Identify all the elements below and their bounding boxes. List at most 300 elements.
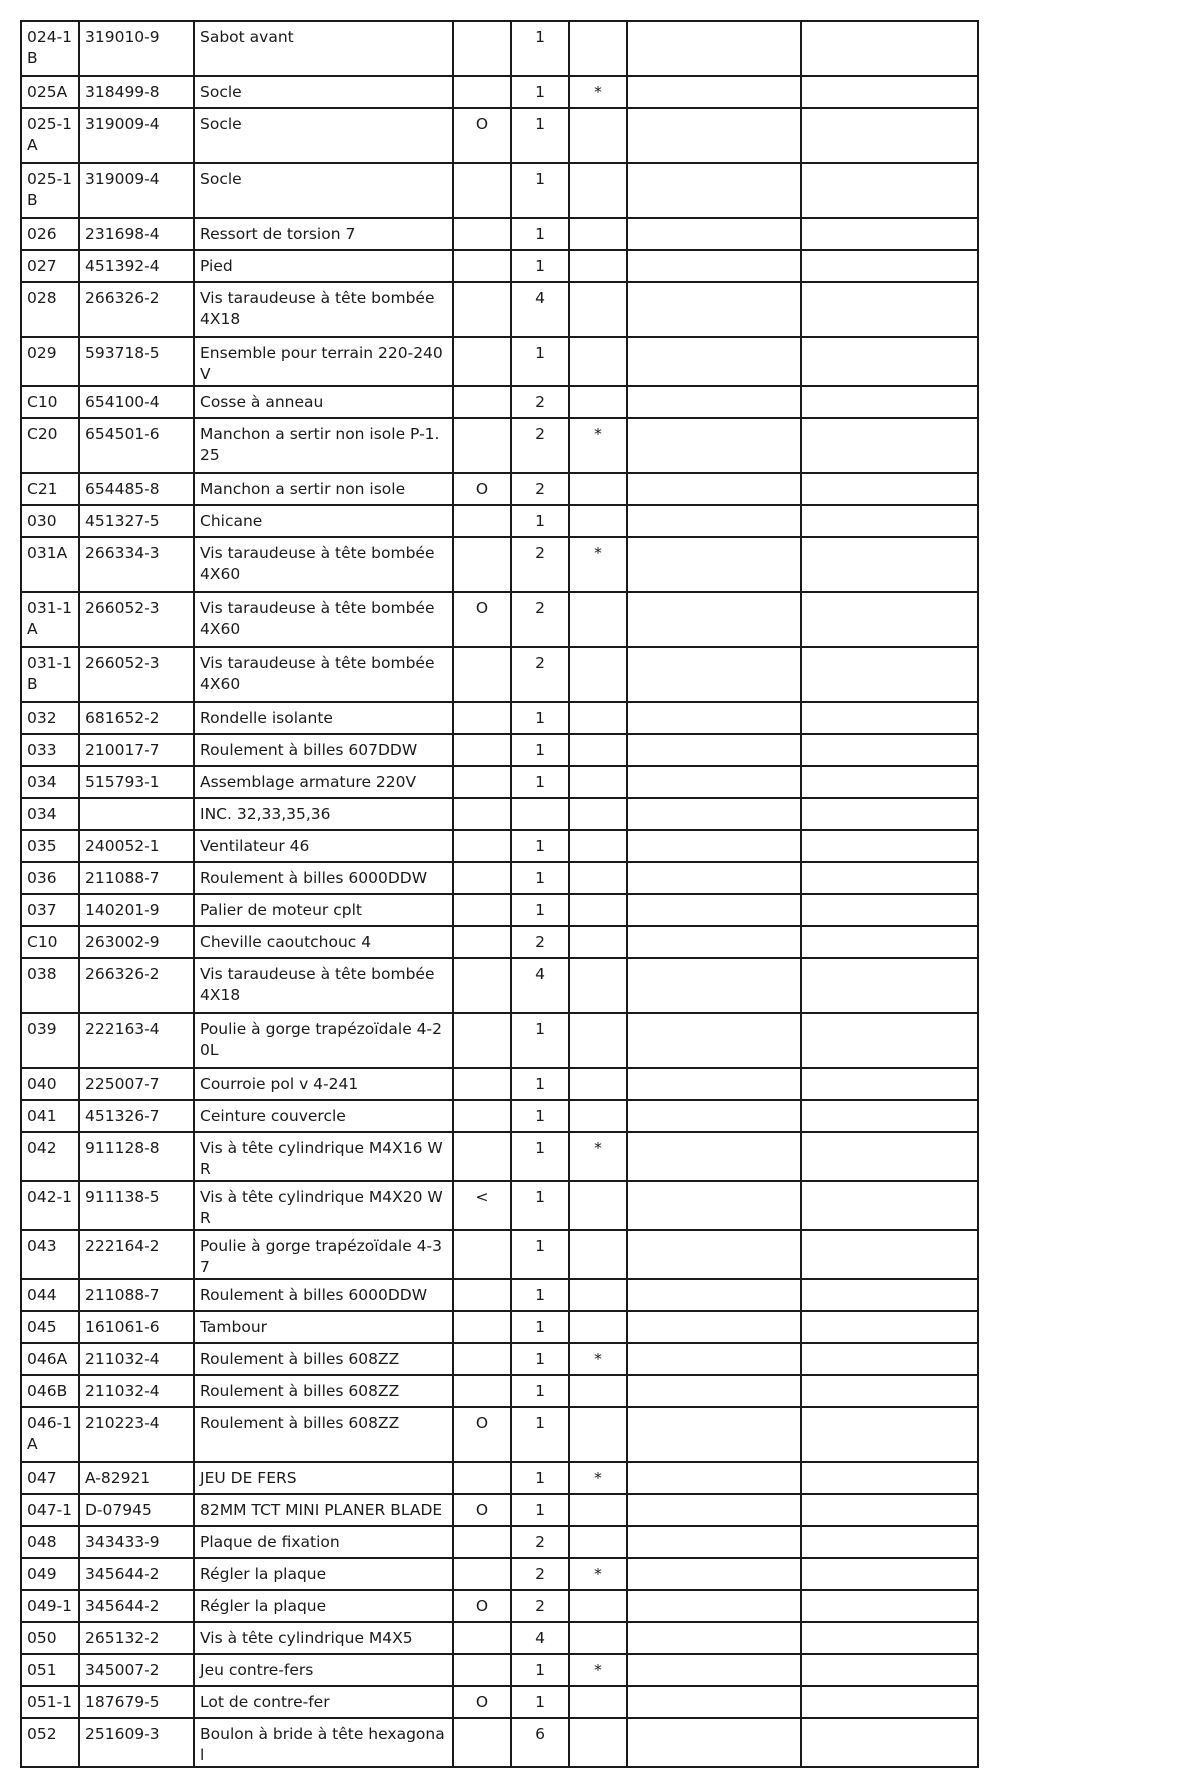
item-number-cell: 039 — [21, 1013, 79, 1068]
item-number-cell: 031A — [21, 537, 79, 592]
empty-cell — [627, 108, 801, 163]
table-row — [21, 1013, 978, 1068]
table-row — [21, 386, 978, 418]
description-cell: Roulement à billes 607DDW — [194, 734, 453, 766]
item-number-cell: 026 — [21, 218, 79, 250]
note-cell — [569, 1279, 627, 1311]
empty-cell — [627, 1526, 801, 1558]
marker-cell — [453, 830, 511, 862]
description-cell: Manchon a sertir non isole P-1.25 — [194, 418, 453, 473]
part-number-cell: 211088-7 — [79, 1279, 194, 1311]
note-cell: * — [569, 1462, 627, 1494]
description-cell: Sabot avant — [194, 21, 453, 76]
empty-cell — [801, 1230, 978, 1279]
marker-cell — [453, 537, 511, 592]
description-cell: Pied — [194, 250, 453, 282]
part-number-cell: 319009-4 — [79, 163, 194, 218]
empty-cell — [801, 505, 978, 537]
table-row — [21, 108, 978, 163]
marker-cell — [453, 1100, 511, 1132]
empty-cell — [801, 76, 978, 108]
description-cell: 82MM TCT MINI PLANER BLADE — [194, 1494, 453, 1526]
item-number-cell: 029 — [21, 337, 79, 386]
note-cell — [569, 250, 627, 282]
empty-cell — [801, 830, 978, 862]
empty-cell — [801, 250, 978, 282]
table-row — [21, 1622, 978, 1654]
part-number-cell: 266052-3 — [79, 647, 194, 702]
table-row — [21, 21, 978, 76]
part-number-cell: 593718-5 — [79, 337, 194, 386]
part-number-cell: 211088-7 — [79, 862, 194, 894]
note-cell — [569, 830, 627, 862]
part-number-cell: 161061-6 — [79, 1311, 194, 1343]
note-cell — [569, 108, 627, 163]
item-number-cell: C21 — [21, 473, 79, 505]
note-cell — [569, 282, 627, 337]
item-number-cell: 044 — [21, 1279, 79, 1311]
description-cell: Vis taraudeuse à tête bombée 4X60 — [194, 647, 453, 702]
marker-cell: O — [453, 1590, 511, 1622]
marker-cell — [453, 647, 511, 702]
empty-cell — [801, 163, 978, 218]
quantity-cell: 1 — [511, 862, 569, 894]
part-number-cell: 266052-3 — [79, 592, 194, 647]
table-row — [21, 537, 978, 592]
empty-cell — [627, 926, 801, 958]
part-number-cell: 187679-5 — [79, 1686, 194, 1718]
empty-cell — [801, 418, 978, 473]
quantity-cell: 2 — [511, 647, 569, 702]
note-cell: * — [569, 418, 627, 473]
part-number-cell: 681652-2 — [79, 702, 194, 734]
quantity-cell: 1 — [511, 1132, 569, 1181]
marker-cell — [453, 505, 511, 537]
description-cell: Tambour — [194, 1311, 453, 1343]
description-cell: Poulie à gorge trapézoïdale 4-20L — [194, 1013, 453, 1068]
part-number-cell: 210017-7 — [79, 734, 194, 766]
quantity-cell: 1 — [511, 163, 569, 218]
empty-cell — [627, 1181, 801, 1230]
item-number-cell: 051-1 — [21, 1686, 79, 1718]
table-row — [21, 76, 978, 108]
empty-cell — [627, 894, 801, 926]
description-cell: Vis à tête cylindrique M4X20 WR — [194, 1181, 453, 1230]
item-number-cell: 047-1 — [21, 1494, 79, 1526]
note-cell: * — [569, 1654, 627, 1686]
quantity-cell: 1 — [511, 250, 569, 282]
marker-cell — [453, 1013, 511, 1068]
description-cell: Roulement à billes 608ZZ — [194, 1375, 453, 1407]
description-cell: Roulement à billes 608ZZ — [194, 1407, 453, 1462]
item-number-cell: 042 — [21, 1132, 79, 1181]
description-cell: Jeu contre-fers — [194, 1654, 453, 1686]
item-number-cell: 051 — [21, 1654, 79, 1686]
empty-cell — [627, 163, 801, 218]
note-cell — [569, 1407, 627, 1462]
empty-cell — [801, 386, 978, 418]
empty-cell — [801, 1407, 978, 1462]
note-cell: * — [569, 1343, 627, 1375]
note-cell — [569, 1590, 627, 1622]
quantity-cell: 1 — [511, 1068, 569, 1100]
table-row — [21, 1686, 978, 1718]
note-cell — [569, 766, 627, 798]
empty-cell — [627, 1622, 801, 1654]
item-number-cell: 038 — [21, 958, 79, 1013]
part-number-cell: 515793-1 — [79, 766, 194, 798]
table-row — [21, 1132, 978, 1181]
empty-cell — [801, 1558, 978, 1590]
table-row — [21, 505, 978, 537]
description-cell: Ventilateur 46 — [194, 830, 453, 862]
quantity-cell: 1 — [511, 1462, 569, 1494]
item-number-cell: 027 — [21, 250, 79, 282]
empty-cell — [801, 1311, 978, 1343]
part-number-cell: 266326-2 — [79, 958, 194, 1013]
empty-cell — [801, 1068, 978, 1100]
item-number-cell: 036 — [21, 862, 79, 894]
part-number-cell: 319010-9 — [79, 21, 194, 76]
note-cell — [569, 798, 627, 830]
empty-cell — [801, 1654, 978, 1686]
table-row — [21, 647, 978, 702]
item-number-cell: 025-1A — [21, 108, 79, 163]
marker-cell — [453, 1311, 511, 1343]
quantity-cell: 2 — [511, 473, 569, 505]
note-cell — [569, 218, 627, 250]
note-cell — [569, 163, 627, 218]
empty-cell — [627, 537, 801, 592]
quantity-cell: 1 — [511, 1343, 569, 1375]
empty-cell — [627, 958, 801, 1013]
note-cell — [569, 1375, 627, 1407]
description-cell: Manchon a sertir non isole — [194, 473, 453, 505]
description-cell: Régler la plaque — [194, 1558, 453, 1590]
quantity-cell: 1 — [511, 1181, 569, 1230]
item-number-cell: 037 — [21, 894, 79, 926]
marker-cell — [453, 1279, 511, 1311]
item-number-cell: 050 — [21, 1622, 79, 1654]
table-row — [21, 926, 978, 958]
table-row — [21, 1462, 978, 1494]
note-cell — [569, 1718, 627, 1767]
part-number-cell: 211032-4 — [79, 1375, 194, 1407]
marker-cell: O — [453, 108, 511, 163]
quantity-cell: 4 — [511, 282, 569, 337]
part-number-cell: 225007-7 — [79, 1068, 194, 1100]
empty-cell — [801, 647, 978, 702]
note-cell — [569, 862, 627, 894]
marker-cell — [453, 1132, 511, 1181]
quantity-cell: 2 — [511, 1558, 569, 1590]
marker-cell — [453, 418, 511, 473]
table-row — [21, 766, 978, 798]
empty-cell — [627, 386, 801, 418]
description-cell: Cheville caoutchouc 4 — [194, 926, 453, 958]
description-cell: Socle — [194, 108, 453, 163]
marker-cell — [453, 1526, 511, 1558]
empty-cell — [627, 1375, 801, 1407]
empty-cell — [627, 1013, 801, 1068]
quantity-cell: 1 — [511, 1686, 569, 1718]
part-number-cell: 263002-9 — [79, 926, 194, 958]
part-number-cell: D-07945 — [79, 1494, 194, 1526]
note-cell — [569, 21, 627, 76]
empty-cell — [801, 1462, 978, 1494]
description-cell: Chicane — [194, 505, 453, 537]
marker-cell — [453, 926, 511, 958]
item-number-cell: 024-1B — [21, 21, 79, 76]
quantity-cell: 1 — [511, 1013, 569, 1068]
table-row — [21, 218, 978, 250]
part-number-cell: 265132-2 — [79, 1622, 194, 1654]
empty-cell — [627, 862, 801, 894]
quantity-cell: 1 — [511, 1230, 569, 1279]
description-cell: Vis taraudeuse à tête bombée 4X60 — [194, 537, 453, 592]
part-number-cell: 266326-2 — [79, 282, 194, 337]
empty-cell — [627, 702, 801, 734]
quantity-cell: 2 — [511, 386, 569, 418]
empty-cell — [627, 473, 801, 505]
marker-cell — [453, 894, 511, 926]
note-cell — [569, 958, 627, 1013]
empty-cell — [627, 798, 801, 830]
marker-cell — [453, 76, 511, 108]
marker-cell — [453, 1654, 511, 1686]
description-cell: Rondelle isolante — [194, 702, 453, 734]
item-number-cell: 035 — [21, 830, 79, 862]
empty-cell — [627, 592, 801, 647]
table-row — [21, 1558, 978, 1590]
description-cell: Assemblage armature 220V — [194, 766, 453, 798]
marker-cell — [453, 702, 511, 734]
part-number-cell: 911138-5 — [79, 1181, 194, 1230]
empty-cell — [801, 1494, 978, 1526]
marker-cell: O — [453, 473, 511, 505]
empty-cell — [627, 1494, 801, 1526]
description-cell: Vis taraudeuse à tête bombée 4X18 — [194, 958, 453, 1013]
marker-cell — [453, 1558, 511, 1590]
note-cell — [569, 894, 627, 926]
part-number-cell: 319009-4 — [79, 108, 194, 163]
empty-cell — [801, 702, 978, 734]
table-row — [21, 1526, 978, 1558]
empty-cell — [627, 1718, 801, 1767]
marker-cell — [453, 21, 511, 76]
item-number-cell: 046A — [21, 1343, 79, 1375]
note-cell — [569, 926, 627, 958]
table-row — [21, 1494, 978, 1526]
quantity-cell: 6 — [511, 1718, 569, 1767]
quantity-cell: 1 — [511, 1311, 569, 1343]
description-cell: Ressort de torsion 7 — [194, 218, 453, 250]
quantity-cell: 1 — [511, 1375, 569, 1407]
note-cell — [569, 1622, 627, 1654]
empty-cell — [627, 218, 801, 250]
note-cell: * — [569, 76, 627, 108]
empty-cell — [801, 894, 978, 926]
marker-cell — [453, 282, 511, 337]
empty-cell — [801, 1718, 978, 1767]
empty-cell — [801, 537, 978, 592]
note-cell — [569, 505, 627, 537]
note-cell — [569, 734, 627, 766]
quantity-cell: 1 — [511, 1100, 569, 1132]
empty-cell — [627, 505, 801, 537]
description-cell: Plaque de fixation — [194, 1526, 453, 1558]
part-number-cell: 911128-8 — [79, 1132, 194, 1181]
empty-cell — [801, 926, 978, 958]
description-cell: Socle — [194, 76, 453, 108]
quantity-cell: 1 — [511, 894, 569, 926]
quantity-cell: 1 — [511, 1407, 569, 1462]
empty-cell — [801, 1526, 978, 1558]
quantity-cell: 2 — [511, 1526, 569, 1558]
marker-cell — [453, 734, 511, 766]
table-row — [21, 592, 978, 647]
empty-cell — [801, 1100, 978, 1132]
note-cell — [569, 592, 627, 647]
marker-cell: O — [453, 1407, 511, 1462]
item-number-cell: 043 — [21, 1230, 79, 1279]
empty-cell — [801, 958, 978, 1013]
empty-cell — [801, 1279, 978, 1311]
quantity-cell: 2 — [511, 418, 569, 473]
part-number-cell: 211032-4 — [79, 1343, 194, 1375]
part-number-cell: 451326-7 — [79, 1100, 194, 1132]
note-cell — [569, 386, 627, 418]
item-number-cell: 031-1B — [21, 647, 79, 702]
item-number-cell: 025-1B — [21, 163, 79, 218]
empty-cell — [627, 337, 801, 386]
marker-cell — [453, 250, 511, 282]
empty-cell — [627, 1311, 801, 1343]
marker-cell — [453, 386, 511, 418]
marker-cell — [453, 1622, 511, 1654]
empty-cell — [627, 282, 801, 337]
description-cell: Boulon à bride à tête hexagonal — [194, 1718, 453, 1767]
table-row — [21, 702, 978, 734]
item-number-cell: 048 — [21, 1526, 79, 1558]
quantity-cell: 1 — [511, 734, 569, 766]
empty-cell — [627, 21, 801, 76]
quantity-cell — [511, 798, 569, 830]
empty-cell — [801, 798, 978, 830]
empty-cell — [801, 1375, 978, 1407]
part-number-cell: 266334-3 — [79, 537, 194, 592]
description-cell: JEU DE FERS — [194, 1462, 453, 1494]
description-cell: Socle — [194, 163, 453, 218]
quantity-cell: 1 — [511, 702, 569, 734]
table-row — [21, 1718, 978, 1767]
description-cell: Courroie pol v 4-241 — [194, 1068, 453, 1100]
note-cell — [569, 337, 627, 386]
empty-cell — [627, 1343, 801, 1375]
empty-cell — [627, 1686, 801, 1718]
table-row — [21, 418, 978, 473]
quantity-cell: 1 — [511, 1279, 569, 1311]
description-cell: Ensemble pour terrain 220-240V — [194, 337, 453, 386]
table-row — [21, 1068, 978, 1100]
note-cell — [569, 1100, 627, 1132]
quantity-cell: 1 — [511, 108, 569, 163]
marker-cell — [453, 798, 511, 830]
marker-cell — [453, 766, 511, 798]
table-row — [21, 1343, 978, 1375]
part-number-cell: 240052-1 — [79, 830, 194, 862]
empty-cell — [801, 1013, 978, 1068]
marker-cell — [453, 1718, 511, 1767]
empty-cell — [801, 862, 978, 894]
part-number-cell: A-82921 — [79, 1462, 194, 1494]
quantity-cell: 2 — [511, 592, 569, 647]
empty-cell — [627, 1558, 801, 1590]
table-row — [21, 473, 978, 505]
empty-cell — [627, 1279, 801, 1311]
part-number-cell: 654501-6 — [79, 418, 194, 473]
part-number-cell: 345644-2 — [79, 1558, 194, 1590]
table-row — [21, 1654, 978, 1686]
item-number-cell: 032 — [21, 702, 79, 734]
empty-cell — [801, 218, 978, 250]
item-number-cell: 028 — [21, 282, 79, 337]
description-cell: Poulie à gorge trapézoïdale 4-37 — [194, 1230, 453, 1279]
item-number-cell: 042-1 — [21, 1181, 79, 1230]
note-cell — [569, 1181, 627, 1230]
table-row — [21, 734, 978, 766]
marker-cell — [453, 218, 511, 250]
note-cell — [569, 1686, 627, 1718]
note-cell — [569, 1230, 627, 1279]
description-cell: Roulement à billes 6000DDW — [194, 862, 453, 894]
empty-cell — [801, 1343, 978, 1375]
quantity-cell: 1 — [511, 830, 569, 862]
part-number-cell: 231698-4 — [79, 218, 194, 250]
marker-cell — [453, 1343, 511, 1375]
part-number-cell: 345644-2 — [79, 1590, 194, 1622]
part-number-cell: 345007-2 — [79, 1654, 194, 1686]
note-cell — [569, 702, 627, 734]
item-number-cell: 046-1A — [21, 1407, 79, 1462]
quantity-cell: 4 — [511, 1622, 569, 1654]
note-cell: * — [569, 1558, 627, 1590]
note-cell: * — [569, 1132, 627, 1181]
quantity-cell: 1 — [511, 766, 569, 798]
item-number-cell: 040 — [21, 1068, 79, 1100]
part-number-cell: 654100-4 — [79, 386, 194, 418]
table-row — [21, 1181, 978, 1230]
item-number-cell: 041 — [21, 1100, 79, 1132]
empty-cell — [627, 1132, 801, 1181]
description-cell: Vis taraudeuse à tête bombée 4X18 — [194, 282, 453, 337]
quantity-cell: 1 — [511, 218, 569, 250]
empty-cell — [627, 1462, 801, 1494]
description-cell: Roulement à billes 608ZZ — [194, 1343, 453, 1375]
table-row — [21, 337, 978, 386]
item-number-cell: C10 — [21, 926, 79, 958]
note-cell — [569, 1013, 627, 1068]
empty-cell — [801, 1132, 978, 1181]
marker-cell — [453, 1068, 511, 1100]
item-number-cell: 031-1A — [21, 592, 79, 647]
table-row — [21, 798, 978, 830]
empty-cell — [627, 1407, 801, 1462]
item-number-cell: 034 — [21, 798, 79, 830]
description-cell: Régler la plaque — [194, 1590, 453, 1622]
empty-cell — [801, 108, 978, 163]
empty-cell — [627, 1230, 801, 1279]
